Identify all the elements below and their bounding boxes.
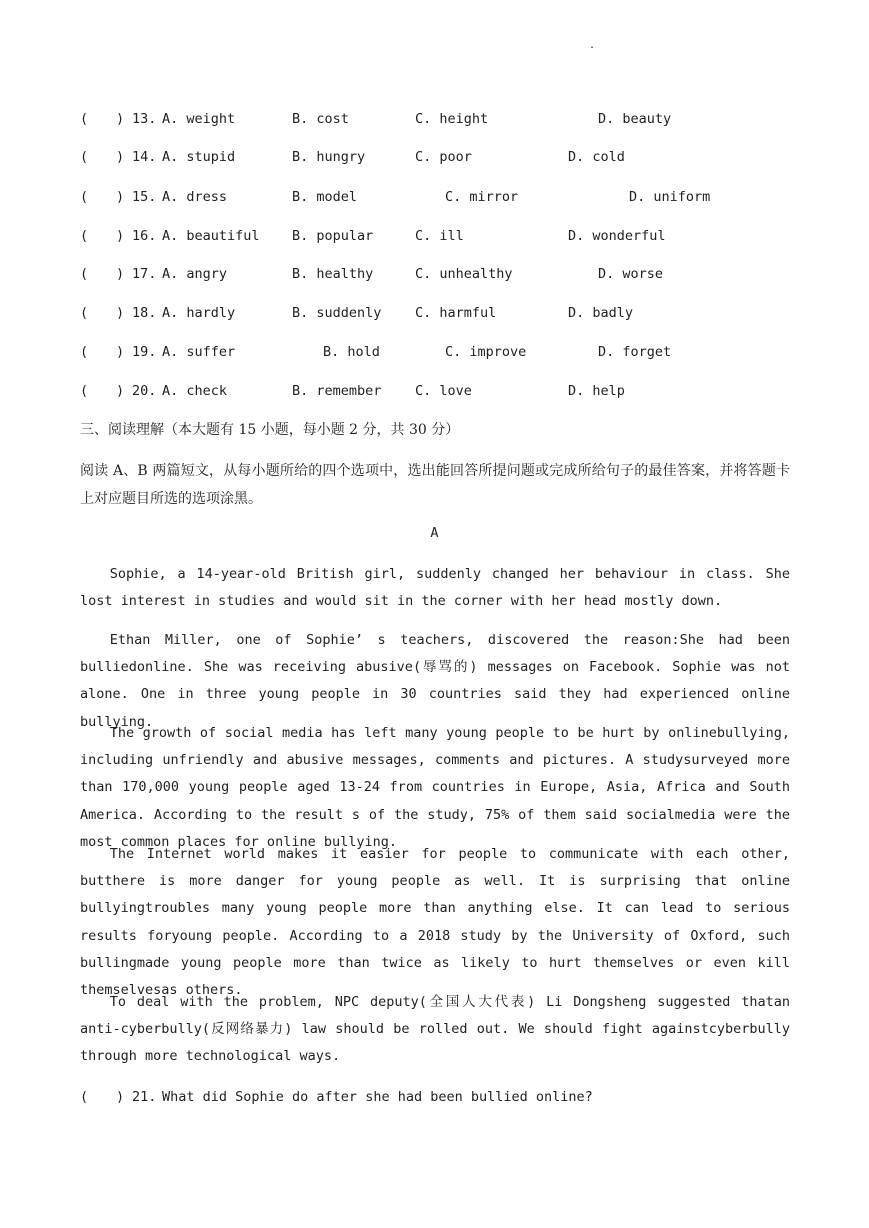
option-c: C. unhealthy bbox=[415, 266, 513, 282]
option-c: C. poor bbox=[415, 149, 472, 165]
option-a: A. stupid bbox=[162, 149, 236, 165]
option-c: C. ill bbox=[415, 228, 464, 244]
answer-blank-open: ( bbox=[80, 305, 89, 321]
question-18 bbox=[0, 303, 869, 323]
option-d: D. badly bbox=[568, 305, 634, 321]
option-a: A. suffer bbox=[162, 344, 236, 360]
passage-paragraph: The Internet world makes it easier for people to communicate with each other, butthere is more danger for young people as well. It is surprising that online bullyingtroubles many young people more than anything else. It can lead to serious results foryoung people. According to a 2018 study by the University of Oxford, such bullingmade young people more than twice as likely to hurt themselves or even kill themselvesas others. bbox=[80, 846, 790, 999]
option-b: B. healthy bbox=[292, 266, 374, 282]
answer-blank-close: ) bbox=[116, 344, 125, 360]
passage-title: A bbox=[430, 525, 439, 541]
option-a: A. hardly bbox=[162, 305, 236, 321]
answer-blank-close: ) bbox=[116, 266, 125, 282]
question-15 bbox=[0, 187, 869, 207]
answer-blank-open: ( bbox=[80, 344, 89, 360]
question-text: What did Sophie do after she had been bullied online? bbox=[162, 1089, 593, 1105]
question-number: 17. bbox=[132, 266, 157, 282]
answer-blank-open: ( bbox=[80, 383, 89, 399]
answer-blank-open: ( bbox=[80, 149, 89, 165]
option-b: B. hungry bbox=[292, 149, 366, 165]
option-b: B. cost bbox=[292, 111, 349, 127]
option-c: C. height bbox=[415, 111, 489, 127]
answer-blank-open: ( bbox=[80, 111, 89, 127]
option-d: D. uniform bbox=[629, 189, 711, 205]
question-number: 18. bbox=[132, 305, 157, 321]
question-number: 16. bbox=[132, 228, 157, 244]
option-c: C. love bbox=[415, 383, 472, 399]
option-b: B. suddenly bbox=[292, 305, 382, 321]
answer-blank-close: ) bbox=[116, 1089, 125, 1105]
question-number: 20. bbox=[132, 383, 157, 399]
answer-blank-close: ) bbox=[116, 149, 125, 165]
option-d: D. worse bbox=[598, 266, 664, 282]
answer-blank-open: ( bbox=[80, 266, 89, 282]
option-d: D. wonderful bbox=[568, 228, 666, 244]
answer-blank-close: ) bbox=[116, 305, 125, 321]
answer-blank-close: ) bbox=[116, 383, 125, 399]
question-number: 15. bbox=[132, 189, 157, 205]
page-mark: . bbox=[589, 40, 596, 51]
option-d: D. forget bbox=[598, 344, 672, 360]
option-a: A. beautiful bbox=[162, 228, 260, 244]
option-b: B. popular bbox=[292, 228, 374, 244]
passage-paragraph: To deal with the problem, NPC deputy(全国人大代表) Li Dongsheng suggested thatan anti-cyberbully(反网络暴力) law should be rolled out. We should fight againstcyberbully through more technological ways. bbox=[80, 994, 790, 1065]
option-a: A. dress bbox=[162, 189, 228, 205]
question-16 bbox=[0, 226, 869, 246]
option-a: A. weight bbox=[162, 111, 236, 127]
option-a: A. angry bbox=[162, 266, 228, 282]
option-c: C. mirror bbox=[445, 189, 519, 205]
question-13 bbox=[0, 109, 869, 129]
answer-blank-open: ( bbox=[80, 1089, 89, 1105]
option-b: B. model bbox=[292, 189, 358, 205]
option-d: D. beauty bbox=[598, 111, 672, 127]
question-number: 13. bbox=[132, 111, 157, 127]
option-c: C. harmful bbox=[415, 305, 497, 321]
question-17 bbox=[0, 264, 869, 284]
question-21 bbox=[0, 1087, 869, 1107]
answer-blank-open: ( bbox=[80, 228, 89, 244]
answer-blank-close: ) bbox=[116, 189, 125, 205]
question-14 bbox=[0, 147, 869, 167]
answer-blank-open: ( bbox=[80, 189, 89, 205]
passage-paragraph: The growth of social media has left many young people to be hurt by onlinebullying, including unfriendly and abusive messages, comments and pictures. A studysurveyed more than 170,000 young people aged 13-24 from countries in Europe, Asia, Africa and South America. According to the result s of the study, 75% of them said socialmedia were the most common places for online bullying. bbox=[80, 725, 790, 850]
option-d: D. help bbox=[568, 383, 625, 399]
answer-blank-close: ) bbox=[116, 111, 125, 127]
question-19 bbox=[0, 342, 869, 362]
reading-instructions: 阅读 A、B 两篇短文，从每小题所给的四个选项中，选出能回答所提问题或完成所给句子的最佳答案，并将答题卡上对应题目所选的选项涂黑。 bbox=[80, 463, 790, 507]
answer-blank-close: ) bbox=[116, 228, 125, 244]
question-number: 21. bbox=[132, 1089, 157, 1105]
question-number: 14. bbox=[132, 149, 157, 165]
option-b: B. hold bbox=[323, 344, 380, 360]
option-d: D. cold bbox=[568, 149, 625, 165]
option-a: A. check bbox=[162, 383, 228, 399]
passage-paragraph: Ethan Miller, one of Sophie’ s teachers, discovered the reason:She had been bulliedonline. She was receiving abusive(辱骂的) messages on Facebook. Sophie was not alone. One in three young people in 30 countries said they had experienced online bullying. bbox=[80, 632, 790, 730]
section-heading: 三、阅读理解（本大题有 15 小题，每小题 2 分，共 30 分） bbox=[80, 422, 460, 438]
question-number: 19. bbox=[132, 344, 157, 360]
question-20 bbox=[0, 381, 869, 401]
option-b: B. remember bbox=[292, 383, 382, 399]
passage-paragraph: Sophie, a 14-year-old British girl, suddenly changed her behaviour in class. She lost interest in studies and would sit in the corner with her head mostly down. bbox=[80, 566, 790, 610]
option-c: C. improve bbox=[445, 344, 527, 360]
